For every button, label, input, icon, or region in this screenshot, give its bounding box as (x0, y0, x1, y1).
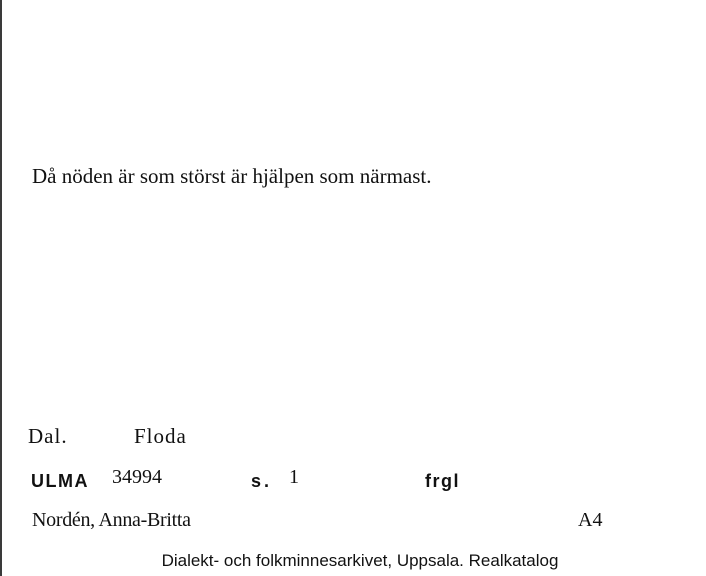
footer-text: Dialekt- och folkminnesarkivet, Uppsala. Realkatalog (161, 551, 559, 570)
archive-label: ULMA (31, 471, 89, 491)
card-left-edge (0, 0, 2, 576)
parish-label: Floda (134, 424, 187, 448)
archive-footer (0, 551, 706, 571)
region-label: Dal. (28, 424, 68, 448)
page-label: s. (251, 471, 273, 491)
proverb-text: Då nöden är som störst är hjälpen som närmast. (32, 164, 432, 188)
archive-number: 34994 (112, 466, 162, 488)
category-code: frgl (425, 471, 460, 491)
paper-format: A4 (578, 509, 603, 531)
page-number: 1 (289, 466, 299, 488)
collector-name: Nordén, Anna-Britta (32, 509, 191, 531)
